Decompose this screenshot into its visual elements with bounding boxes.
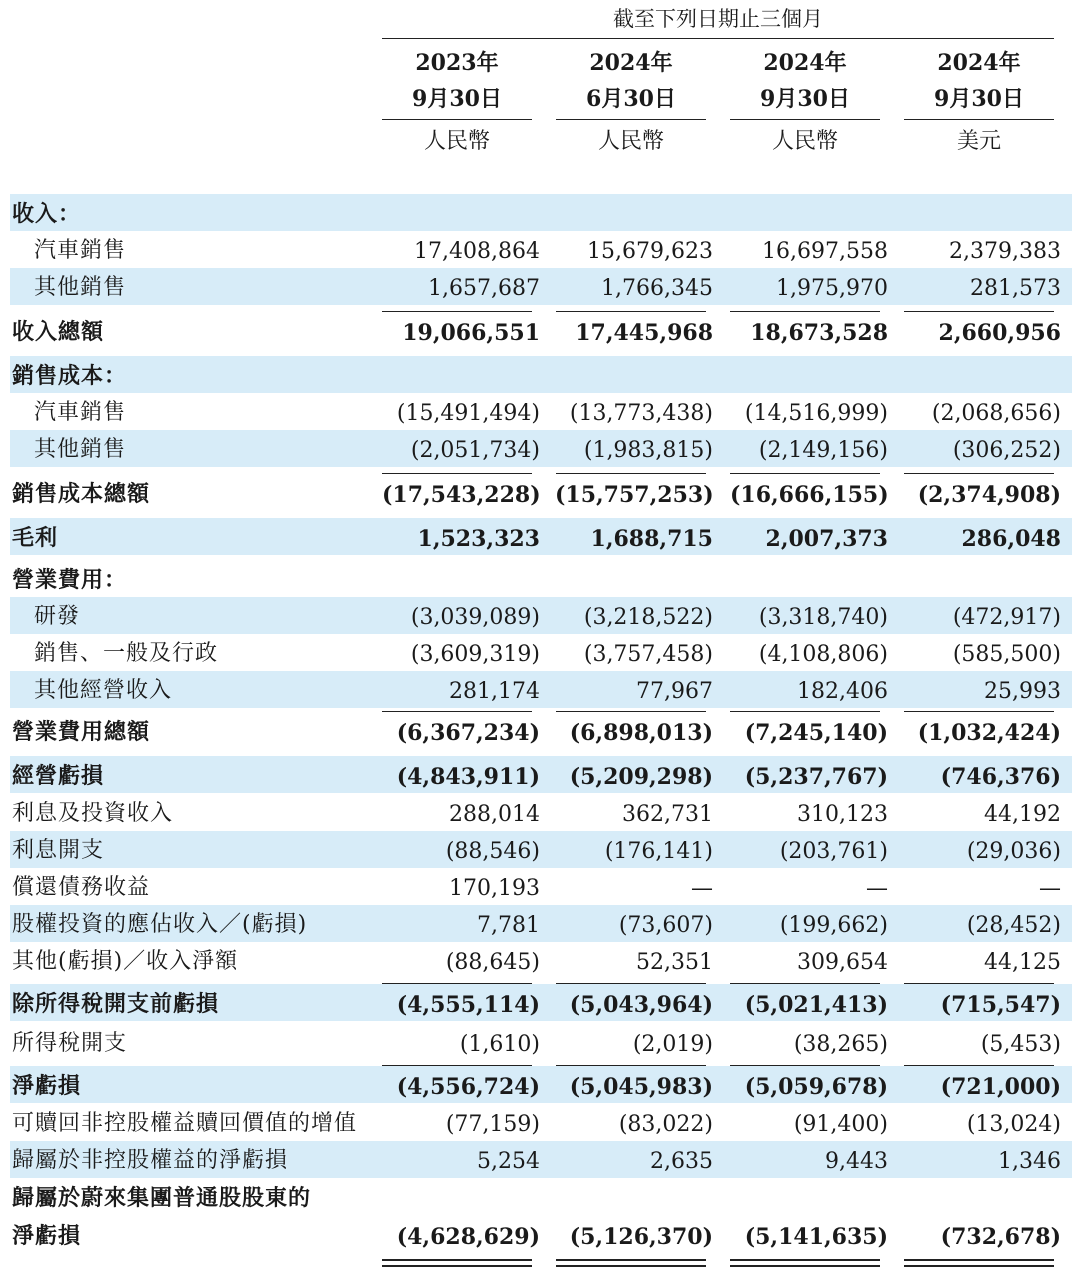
row-value-col-1: (13,773,438) [569, 401, 713, 426]
row-label: 經營虧損 [12, 763, 105, 789]
column-year: 2024年 [763, 50, 847, 76]
row-value-col-1: 2,635 [650, 1149, 713, 1174]
table-row [10, 312, 1072, 349]
table-row [10, 942, 1072, 979]
table-row [10, 393, 1072, 430]
row-value-col-3: (2,068,656) [931, 401, 1061, 426]
row-value-col-0: (88,546) [445, 839, 540, 864]
row-value-col-1: 1,688,715 [590, 526, 713, 552]
row-value-col-2: 18,673,528 [750, 320, 888, 346]
subtotal-rule [382, 711, 532, 712]
row-value-col-2: 182,406 [797, 679, 888, 704]
row-value-col-0: 170,193 [449, 876, 540, 901]
row-value-col-3: (29,036) [966, 839, 1061, 864]
row-label: 銷售、一般及行政 [34, 641, 219, 666]
row-value-col-3: 2,379,383 [949, 239, 1061, 264]
column-currency: 美元 [956, 129, 1001, 154]
table-row [10, 1066, 1072, 1103]
table-row [10, 868, 1072, 905]
row-value-col-3: — [1039, 876, 1061, 901]
row-label: 歸屬於蔚來集團普通股股東的 [12, 1185, 312, 1211]
row-value-col-0: 19,066,551 [402, 320, 540, 346]
period-label: 截至下列日期止三個月 [613, 7, 823, 31]
row-value-col-3: (13,024) [966, 1112, 1061, 1137]
row-label: 毛利 [12, 525, 59, 551]
row-label: 其他銷售 [34, 275, 127, 300]
column-rule [730, 119, 880, 120]
table-row [10, 597, 1072, 634]
table-row [10, 194, 1072, 231]
row-label: 營業費用總額 [12, 719, 151, 745]
table-row [10, 1024, 1072, 1061]
row-value-col-1: (5,209,298) [569, 764, 713, 790]
row-value-col-3: (472,917) [952, 605, 1061, 630]
row-value-col-1 [555, 560, 713, 597]
subtotal-rule [382, 311, 532, 312]
row-value-col-0 [382, 356, 540, 393]
row-value-col-3: (746,376) [940, 764, 1061, 790]
row-value-col-0: (4,556,724) [396, 1074, 540, 1100]
row-label: 收入總額 [12, 319, 105, 345]
row-value-col-1: 362,731 [622, 802, 713, 827]
double-underline [904, 1259, 1054, 1267]
double-underline [382, 1259, 532, 1267]
row-value-col-3: (585,500) [952, 642, 1061, 667]
row-value-col-3: (2,374,908) [917, 482, 1061, 508]
row-label: 歸屬於非控股權益的淨虧損 [12, 1148, 289, 1173]
table-row [10, 1178, 1072, 1215]
row-value-col-0: (4,628,629) [396, 1224, 540, 1250]
row-value-col-2 [730, 560, 888, 597]
row-label: 營業費用： [12, 567, 128, 593]
subtotal-rule [904, 473, 1054, 474]
row-label: 可贖回非控股權益贖回價值的增值 [12, 1111, 358, 1136]
row-value-col-3 [903, 356, 1061, 393]
row-value-col-1: (5,043,964) [569, 992, 713, 1018]
row-label: 淨虧損 [12, 1073, 82, 1099]
period-rule [382, 38, 1054, 39]
row-label: 研發 [34, 604, 81, 629]
table-row [10, 1104, 1072, 1141]
row-value-col-2: (38,265) [793, 1032, 888, 1057]
table-row [10, 1141, 1072, 1178]
row-value-col-2: 2,007,373 [765, 526, 888, 552]
column-date: 9月30日 [412, 86, 502, 112]
row-value-col-3: 1,346 [998, 1149, 1061, 1174]
row-value-col-2 [730, 356, 888, 393]
row-label: 其他經營收入 [34, 678, 173, 703]
row-value-col-3 [903, 194, 1061, 231]
row-value-col-1: (73,607) [618, 913, 713, 938]
double-underline [730, 1259, 880, 1267]
column-currency: 人民幣 [423, 129, 490, 154]
row-value-col-0 [382, 194, 540, 231]
column-rule [556, 119, 706, 120]
row-value-col-1: 77,967 [636, 679, 713, 704]
row-label: 其他銷售 [34, 437, 127, 462]
row-value-col-2: (5,059,678) [744, 1074, 888, 1100]
row-value-col-1: 17,445,968 [575, 320, 713, 346]
column-currency: 人民幣 [597, 129, 664, 154]
row-label: 利息及投資收入 [12, 801, 174, 826]
row-value-col-0: (2,051,734) [410, 438, 540, 463]
row-value-col-0 [382, 1178, 540, 1215]
row-value-col-2: (5,237,767) [744, 764, 888, 790]
row-value-col-3: 25,993 [984, 679, 1061, 704]
row-label: 汽車銷售 [34, 238, 127, 263]
row-value-col-0: 281,174 [449, 679, 540, 704]
column-rule [382, 119, 532, 120]
row-value-col-3: 44,192 [984, 802, 1061, 827]
row-value-col-2: (4,108,806) [758, 642, 888, 667]
subtotal-rule [730, 983, 880, 984]
row-value-col-2: (7,245,140) [744, 720, 888, 746]
double-underline [556, 1259, 706, 1267]
table-row [10, 905, 1072, 942]
table-row [10, 356, 1072, 393]
row-label: 利息開支 [12, 838, 105, 863]
subtotal-rule [730, 311, 880, 312]
table-row [10, 984, 1072, 1021]
row-value-col-2: 310,123 [797, 802, 888, 827]
row-value-col-1: — [691, 876, 713, 901]
row-value-col-3: (715,547) [940, 992, 1061, 1018]
row-label: 除所得稅開支前虧損 [12, 991, 220, 1017]
table-row [10, 712, 1072, 749]
row-value-col-0: 5,254 [477, 1149, 540, 1174]
row-value-col-2: 1,975,970 [776, 276, 888, 301]
row-value-col-0: (4,843,911) [396, 764, 540, 790]
table-row [10, 634, 1072, 671]
row-value-col-0: (88,645) [445, 950, 540, 975]
row-value-col-2: (91,400) [793, 1112, 888, 1137]
column-date: 9月30日 [934, 86, 1024, 112]
subtotal-rule [904, 711, 1054, 712]
row-value-col-3: (5,453) [980, 1032, 1061, 1057]
column-date: 9月30日 [760, 86, 850, 112]
row-label: 銷售成本總額 [12, 481, 151, 507]
row-value-col-3: (306,252) [952, 438, 1061, 463]
subtotal-rule [382, 983, 532, 984]
subtotal-rule [382, 473, 532, 474]
subtotal-rule [904, 1065, 1054, 1066]
row-value-col-0: (17,543,228) [382, 482, 541, 508]
row-value-col-0: 1,523,323 [417, 526, 540, 552]
table-row [10, 430, 1072, 467]
row-value-col-2: 309,654 [797, 950, 888, 975]
row-value-col-2: — [866, 876, 888, 901]
row-value-col-1 [555, 356, 713, 393]
row-value-col-1 [555, 194, 713, 231]
row-value-col-0 [382, 560, 540, 597]
row-value-col-0: (4,555,114) [396, 992, 540, 1018]
row-value-col-2 [730, 1178, 888, 1215]
row-value-col-1: (2,019) [632, 1032, 713, 1057]
row-value-col-0: 7,781 [477, 913, 540, 938]
row-value-col-1: (5,045,983) [569, 1074, 713, 1100]
subtotal-rule [556, 983, 706, 984]
column-currency: 人民幣 [771, 129, 838, 154]
row-value-col-1: (3,757,458) [583, 642, 713, 667]
column-year: 2024年 [589, 50, 673, 76]
row-value-col-0: 288,014 [449, 802, 540, 827]
row-label: 銷售成本： [12, 363, 128, 389]
row-value-col-1: 52,351 [636, 950, 713, 975]
row-value-col-0: (1,610) [459, 1032, 540, 1057]
row-label: 股權投資的應佔收入／(虧損) [12, 912, 308, 937]
row-label: 收入： [12, 201, 82, 227]
row-value-col-2: (3,318,740) [758, 605, 888, 630]
row-value-col-3: (28,452) [966, 913, 1061, 938]
table-row [10, 474, 1072, 511]
row-value-col-2: (2,149,156) [758, 438, 888, 463]
row-label: 汽車銷售 [34, 400, 127, 425]
table-row [10, 671, 1072, 708]
row-value-col-2: (203,761) [779, 839, 888, 864]
row-label: 償還債務收益 [12, 875, 151, 900]
row-value-col-2: (16,666,155) [730, 482, 889, 508]
row-value-col-0: (6,367,234) [396, 720, 540, 746]
row-value-col-3: (732,678) [940, 1224, 1061, 1250]
row-value-col-3 [903, 1178, 1061, 1215]
subtotal-rule [556, 1065, 706, 1066]
subtotal-rule [556, 711, 706, 712]
row-value-col-2: 9,443 [825, 1149, 888, 1174]
row-value-col-1: (15,757,253) [555, 482, 714, 508]
row-value-col-2: (5,141,635) [744, 1224, 888, 1250]
column-year: 2024年 [937, 50, 1021, 76]
row-value-col-3: 44,125 [984, 950, 1061, 975]
subtotal-rule [904, 311, 1054, 312]
row-value-col-3: 2,660,956 [938, 320, 1061, 346]
column-year: 2023年 [415, 50, 499, 76]
row-value-col-2: (199,662) [779, 913, 888, 938]
subtotal-rule [382, 1065, 532, 1066]
row-value-col-3: 286,048 [961, 526, 1061, 552]
row-value-col-1: (176,141) [604, 839, 713, 864]
row-value-col-0: (3,039,089) [410, 605, 540, 630]
row-label: 其他(虧損)／收入淨額 [12, 949, 239, 974]
row-value-col-0: (77,159) [445, 1112, 540, 1137]
row-value-col-1: 15,679,623 [587, 239, 713, 264]
row-value-col-2: (14,516,999) [744, 401, 888, 426]
row-value-col-2: (5,021,413) [744, 992, 888, 1018]
row-value-col-1: (6,898,013) [569, 720, 713, 746]
subtotal-rule [730, 473, 880, 474]
row-value-col-2: 16,697,558 [762, 239, 888, 264]
row-value-col-3: 281,573 [970, 276, 1061, 301]
table-row [10, 518, 1072, 555]
row-value-col-0: (15,491,494) [396, 401, 540, 426]
row-value-col-2 [730, 194, 888, 231]
row-value-col-1: 1,766,345 [601, 276, 713, 301]
row-value-col-3: (721,000) [940, 1074, 1061, 1100]
row-value-col-3 [903, 560, 1061, 597]
row-label: 所得稅開支 [12, 1031, 128, 1056]
table-row [10, 831, 1072, 868]
row-value-col-1: (83,022) [618, 1112, 713, 1137]
row-value-col-1: (1,983,815) [583, 438, 713, 463]
row-value-col-0: 17,408,864 [414, 239, 540, 264]
table-row [10, 560, 1072, 597]
table-row [10, 1216, 1072, 1253]
column-rule [904, 119, 1054, 120]
table-row [10, 794, 1072, 831]
subtotal-rule [556, 311, 706, 312]
subtotal-rule [556, 473, 706, 474]
table-row [10, 268, 1072, 305]
table-header [0, 0, 1080, 190]
subtotal-rule [730, 711, 880, 712]
row-value-col-1: (3,218,522) [583, 605, 713, 630]
row-value-col-0: 1,657,687 [428, 276, 540, 301]
subtotal-rule [730, 1065, 880, 1066]
row-label: 淨虧損 [12, 1223, 82, 1249]
table-row [10, 231, 1072, 268]
row-value-col-0: (3,609,319) [410, 642, 540, 667]
column-date: 6月30日 [586, 86, 676, 112]
row-value-col-1: (5,126,370) [569, 1224, 713, 1250]
row-value-col-3: (1,032,424) [917, 720, 1061, 746]
subtotal-rule [904, 983, 1054, 984]
table-row [10, 756, 1072, 793]
row-value-col-1 [555, 1178, 713, 1215]
